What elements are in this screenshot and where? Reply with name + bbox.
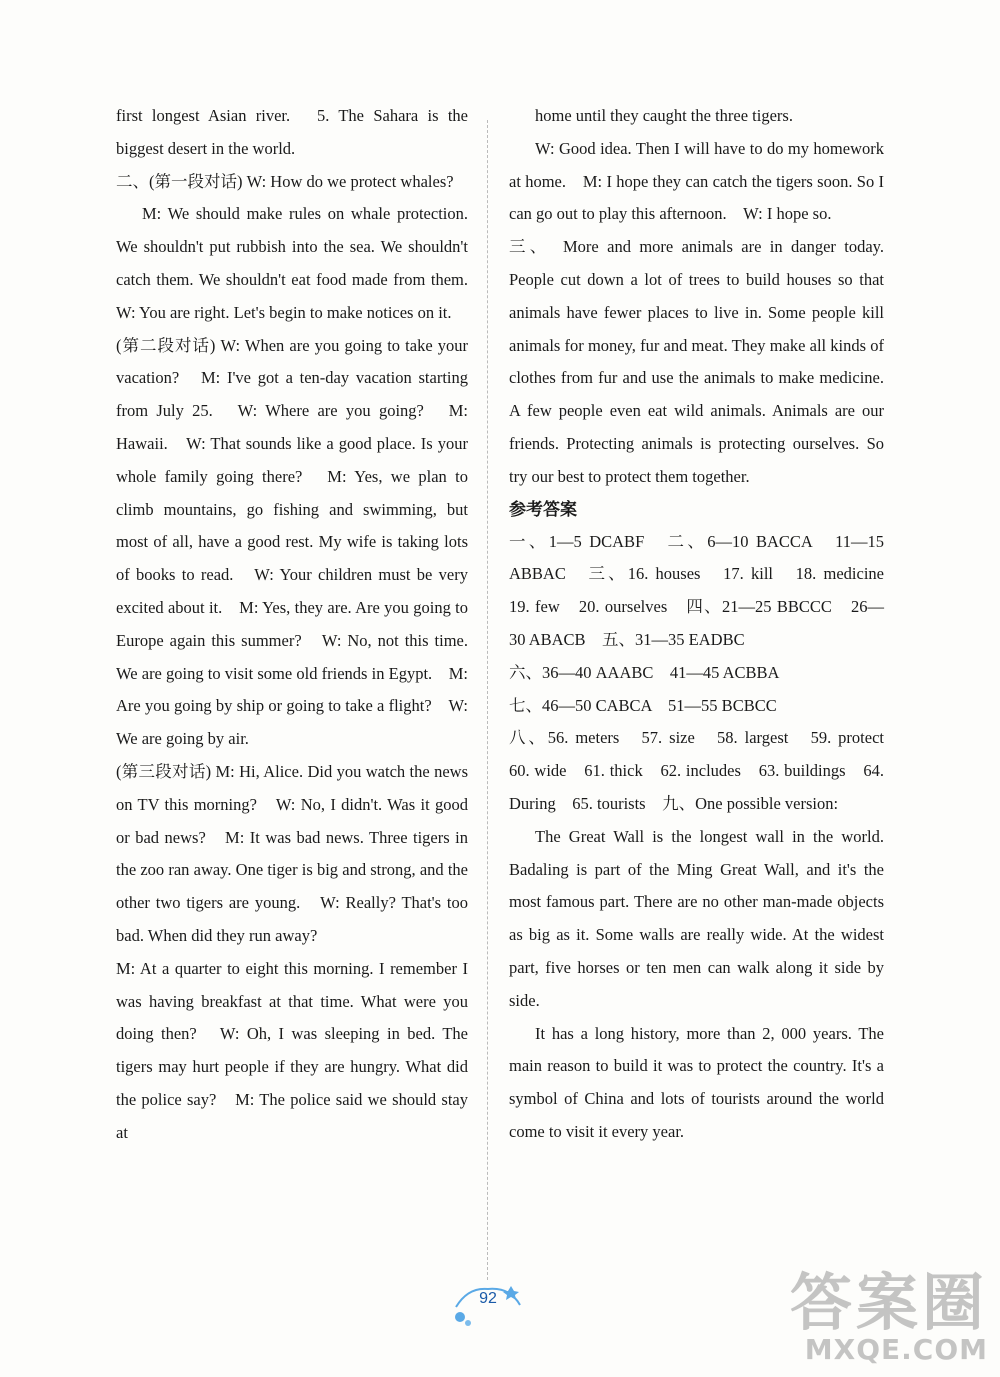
- left-paragraph-1: first longest Asian river. 5. The Sahara is the biggest desert in the world.: [116, 106, 468, 158]
- watermark-url: MXQE.COM: [804, 1333, 988, 1366]
- dialog-2: (第二段对话) W: When are you going to take your vacation? M: I've got a ten-day vacation starting from July 25. W: Where are you going? M: Hawaii. W: That sounds like a good place. Is your whole family going there? M: Yes, we plan to climb mountains, go fishing and swimming, but most of all, have a good rest. My wife is taking lots of books to read. W: Your children must be very excited about it. M: Yes, they are. Are you going to Europe again this summer? W: No, not this time. We are going to visit some old friends in Egypt. M: Are you going by ship or going to take a flight? W: We are going by air.: [116, 335, 468, 749]
- dialog-3-continued: M: At a quarter to eight this morning. I remember I was having breakfast at that time. What were you doing then? W: Oh, I was sleeping in bed. The tigers may hurt people if they are hungry. What did the police say? M: The police said we should stay at: [116, 958, 468, 1142]
- listening-section-3: 三、 More and more animals are in danger today. People cut down a lot of trees to build houses so that animals have fewer places to live in. Some people kill animals for money, fur and meat. They make all kinds of clothes from fur and use the animals to make medicine. A few people even eat wild animals. Animals are our friends. Protecting animals is protecting ourselves. So try our best to protect them together.: [509, 237, 884, 486]
- answers-line-4: 八、56. meters 57. size 58. largest 59. protect 60. wide 61. thick 62. includes 63. buildings 64. During 65. tourists 九、One possible version:: [509, 728, 901, 813]
- answers-line-1: 一、1—5 DCABF 二、6—10 BACCA 11—15 ABBAC 三、16. houses 17. kill 18. medicine 19. few 20. ourselves 四、21—25 BBCCC 26—30 ABACB 五、31—35 EADBC: [509, 531, 901, 649]
- answers-heading: 参考答案: [509, 499, 577, 520]
- listening-section-2: 二、(第一段对话) W: How do we protect whales?: [116, 171, 454, 191]
- dialog-3-final-lines: W: Good idea. Then I will have to do my homework at home. M: I hope they can catch the tigers soon. So I can go out to play this afternoon. W: I hope so.: [509, 138, 884, 224]
- left-column: [116, 100, 485, 1150]
- essay-paragraph-2: It has a long history, more than 2, 000 years. The main reason to build it was to protect the country. It's a symbol of China and lots of tourists around the world come to visit it every year.: [509, 1023, 884, 1141]
- site-watermark: [789, 1266, 988, 1366]
- column-divider: [487, 120, 488, 1280]
- right-column: [509, 100, 901, 1149]
- answers-line-2: 六、36—40 AAABC 41—45 ACBBA: [509, 662, 780, 682]
- page-number: 92: [479, 1290, 497, 1307]
- left-paragraph-3: M: We should make rules on whale protection. We shouldn't put rubbish into the sea. We shouldn't catch them. We shouldn't eat food made from them. W: You are right. Let's begin to make notices on it.: [116, 204, 485, 322]
- dialog-3-end: home until they caught the three tigers.: [535, 106, 793, 125]
- dialog-3: (第三段对话) M: Hi, Alice. Did you watch the news on TV this morning? W: No, I didn't. Was it good or bad news? M: It was bad news. Three tigers in the zoo ran away. One tiger is big and strong, and the other two tigers are young. W: Really? That's too bad. When did they run away?: [116, 761, 468, 945]
- essay-paragraph-1: The Great Wall is the longest wall in the world. Badaling is part of the Ming Great Wall, and it's the most famous part. There are no other man-made objects as big as it. Some walls are really wide. At the widest part, five horses or ten men can walk along it side by side.: [509, 826, 884, 1010]
- watermark-logo-text: 答案圈: [789, 1266, 988, 1339]
- answers-line-3: 七、46—50 CABCA 51—55 BCBCC: [509, 695, 777, 715]
